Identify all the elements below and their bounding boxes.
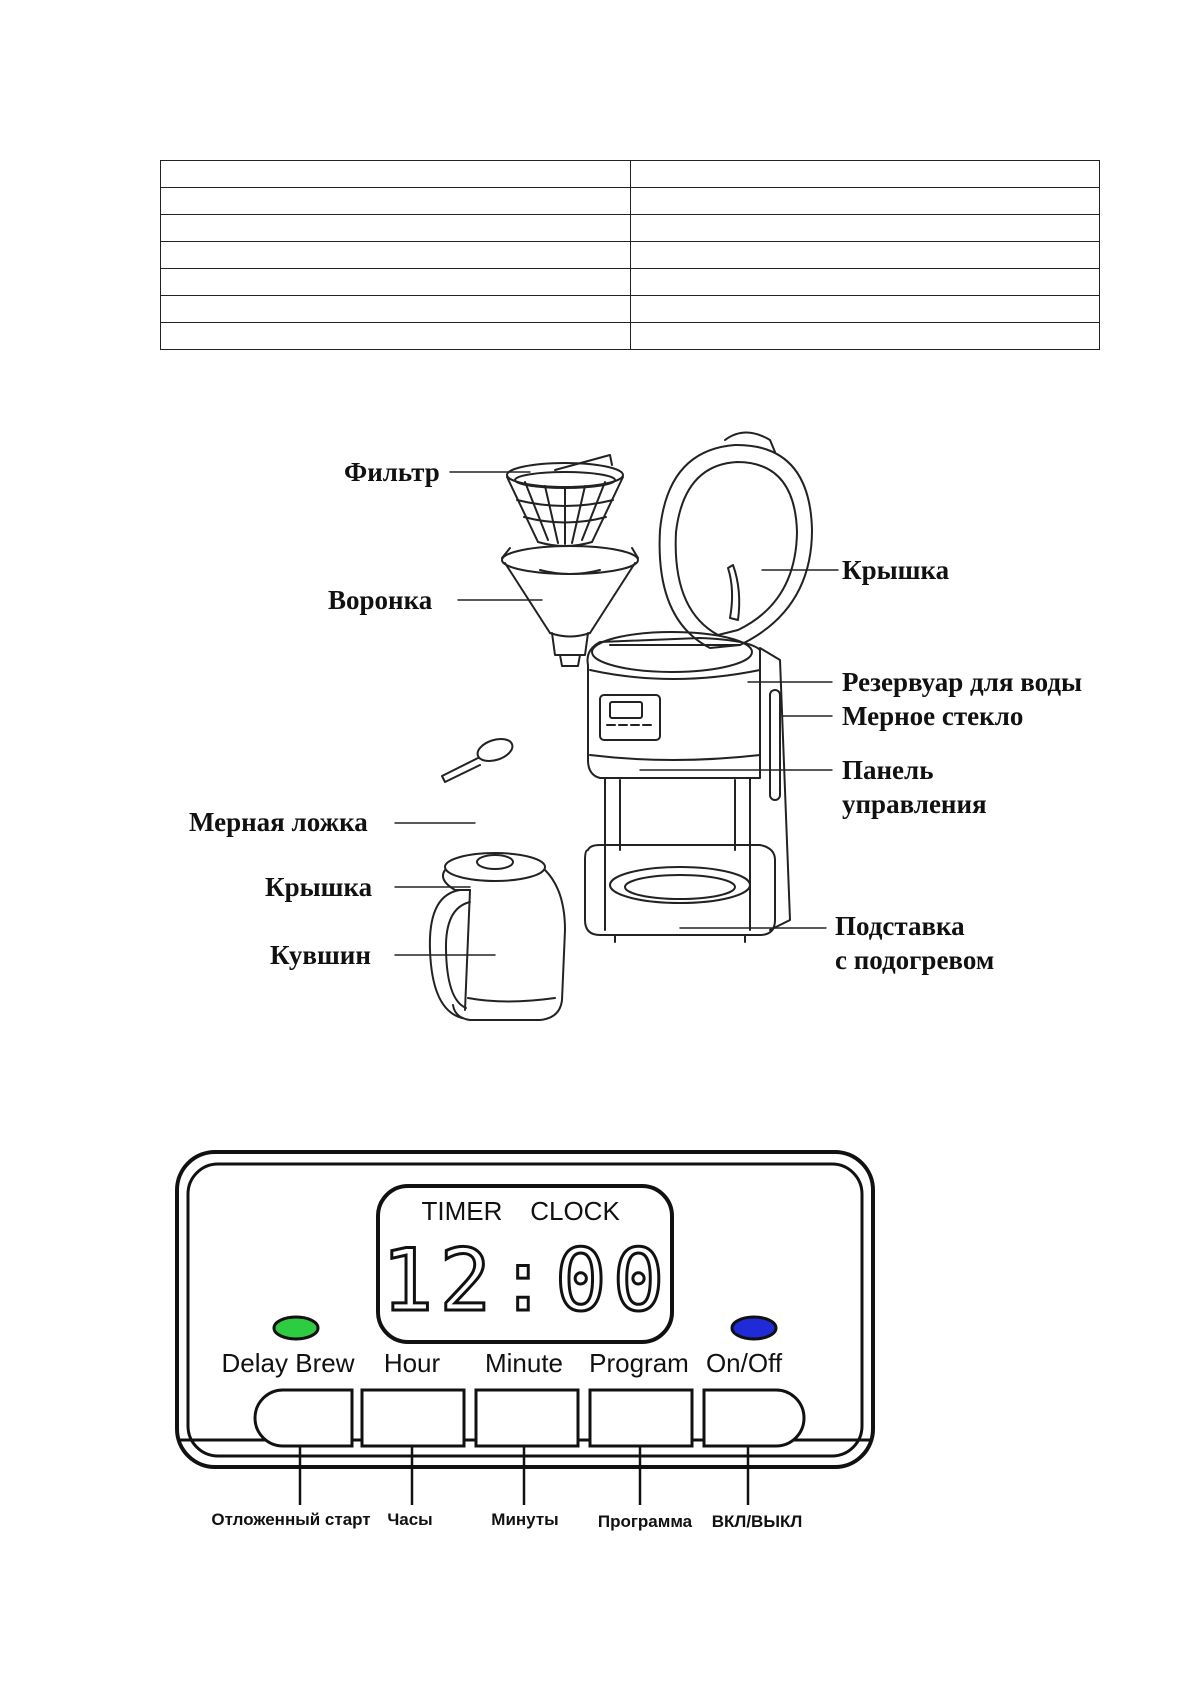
filter-basket: [507, 455, 623, 546]
caption-on-off: ВКЛ/ВЫКЛ: [711, 1512, 803, 1531]
power-indicator-light: [732, 1317, 776, 1339]
table-row: [161, 188, 1100, 215]
control-panel-diagram: [0, 1140, 1190, 1540]
table-cell: [630, 242, 1100, 269]
minute-label: Minute: [484, 1348, 564, 1378]
label-water-reservoir: Резервуар для воды: [842, 667, 1083, 697]
table-row: [161, 323, 1100, 350]
label-control-panel-2: управления: [842, 789, 987, 819]
program-label: Program: [589, 1348, 689, 1378]
table-cell: [630, 323, 1100, 350]
table-cell: [630, 296, 1100, 323]
control-panel-svg: [0, 1140, 1190, 1540]
parts-diagram: [0, 420, 1190, 1040]
label-warming-plate-2: с подогревом: [835, 945, 995, 975]
table-cell: [630, 269, 1100, 296]
label-carafe-lid: Крышка: [265, 872, 373, 902]
display-timer-label: TIMER: [421, 1196, 503, 1226]
hour-label: Hour: [383, 1348, 441, 1378]
table-cell: [630, 188, 1100, 215]
table-row: [161, 296, 1100, 323]
label-filter: Фильтр: [344, 457, 440, 487]
hour-button[interactable]: [362, 1390, 464, 1446]
display-clock-label: CLOCK: [530, 1196, 620, 1226]
table-row: [161, 269, 1100, 296]
table-row: [161, 242, 1100, 269]
table-row: [161, 161, 1100, 188]
table-row: [161, 215, 1100, 242]
table-cell: [161, 323, 631, 350]
table-cell: [161, 215, 631, 242]
funnel-part: [502, 546, 638, 666]
caption-program: Программа: [597, 1512, 693, 1531]
table-cell: [161, 242, 631, 269]
table-cell: [630, 161, 1100, 188]
leader-lines: [395, 472, 838, 955]
machine-body: [585, 632, 790, 942]
table-cell: [630, 215, 1100, 242]
measuring-spoon: [442, 735, 515, 782]
label-warming-plate-1: Подставка: [835, 911, 965, 941]
label-funnel: Воронка: [328, 585, 433, 615]
minute-button[interactable]: [476, 1390, 578, 1446]
caption-delay-brew: Отложенный старт: [211, 1510, 371, 1529]
table-cell: [161, 188, 631, 215]
delay-brew-indicator-light: [274, 1317, 318, 1339]
lid-part: [660, 433, 812, 649]
program-button[interactable]: [590, 1390, 692, 1446]
label-carafe: Кувшин: [270, 940, 371, 970]
label-lid: Крышка: [842, 555, 950, 585]
label-measuring-spoon: Мерная ложка: [189, 807, 368, 837]
caption-minute: Минуты: [491, 1510, 559, 1529]
label-control-panel-1: Панель: [842, 755, 934, 785]
display-time: 12:00: [381, 1231, 671, 1331]
delay-brew-button[interactable]: [255, 1390, 352, 1446]
on-off-label: On/Off: [705, 1348, 783, 1378]
table-cell: [161, 161, 631, 188]
delay-brew-label: Delay Brew: [221, 1348, 355, 1378]
label-water-gauge: Мерное стекло: [842, 701, 1024, 731]
carafe-part: [430, 853, 565, 1020]
caption-hour: Часы: [387, 1510, 433, 1529]
spec-table: [160, 160, 1100, 350]
table-cell: [161, 296, 631, 323]
on-off-button[interactable]: [704, 1390, 804, 1446]
table-cell: [161, 269, 631, 296]
